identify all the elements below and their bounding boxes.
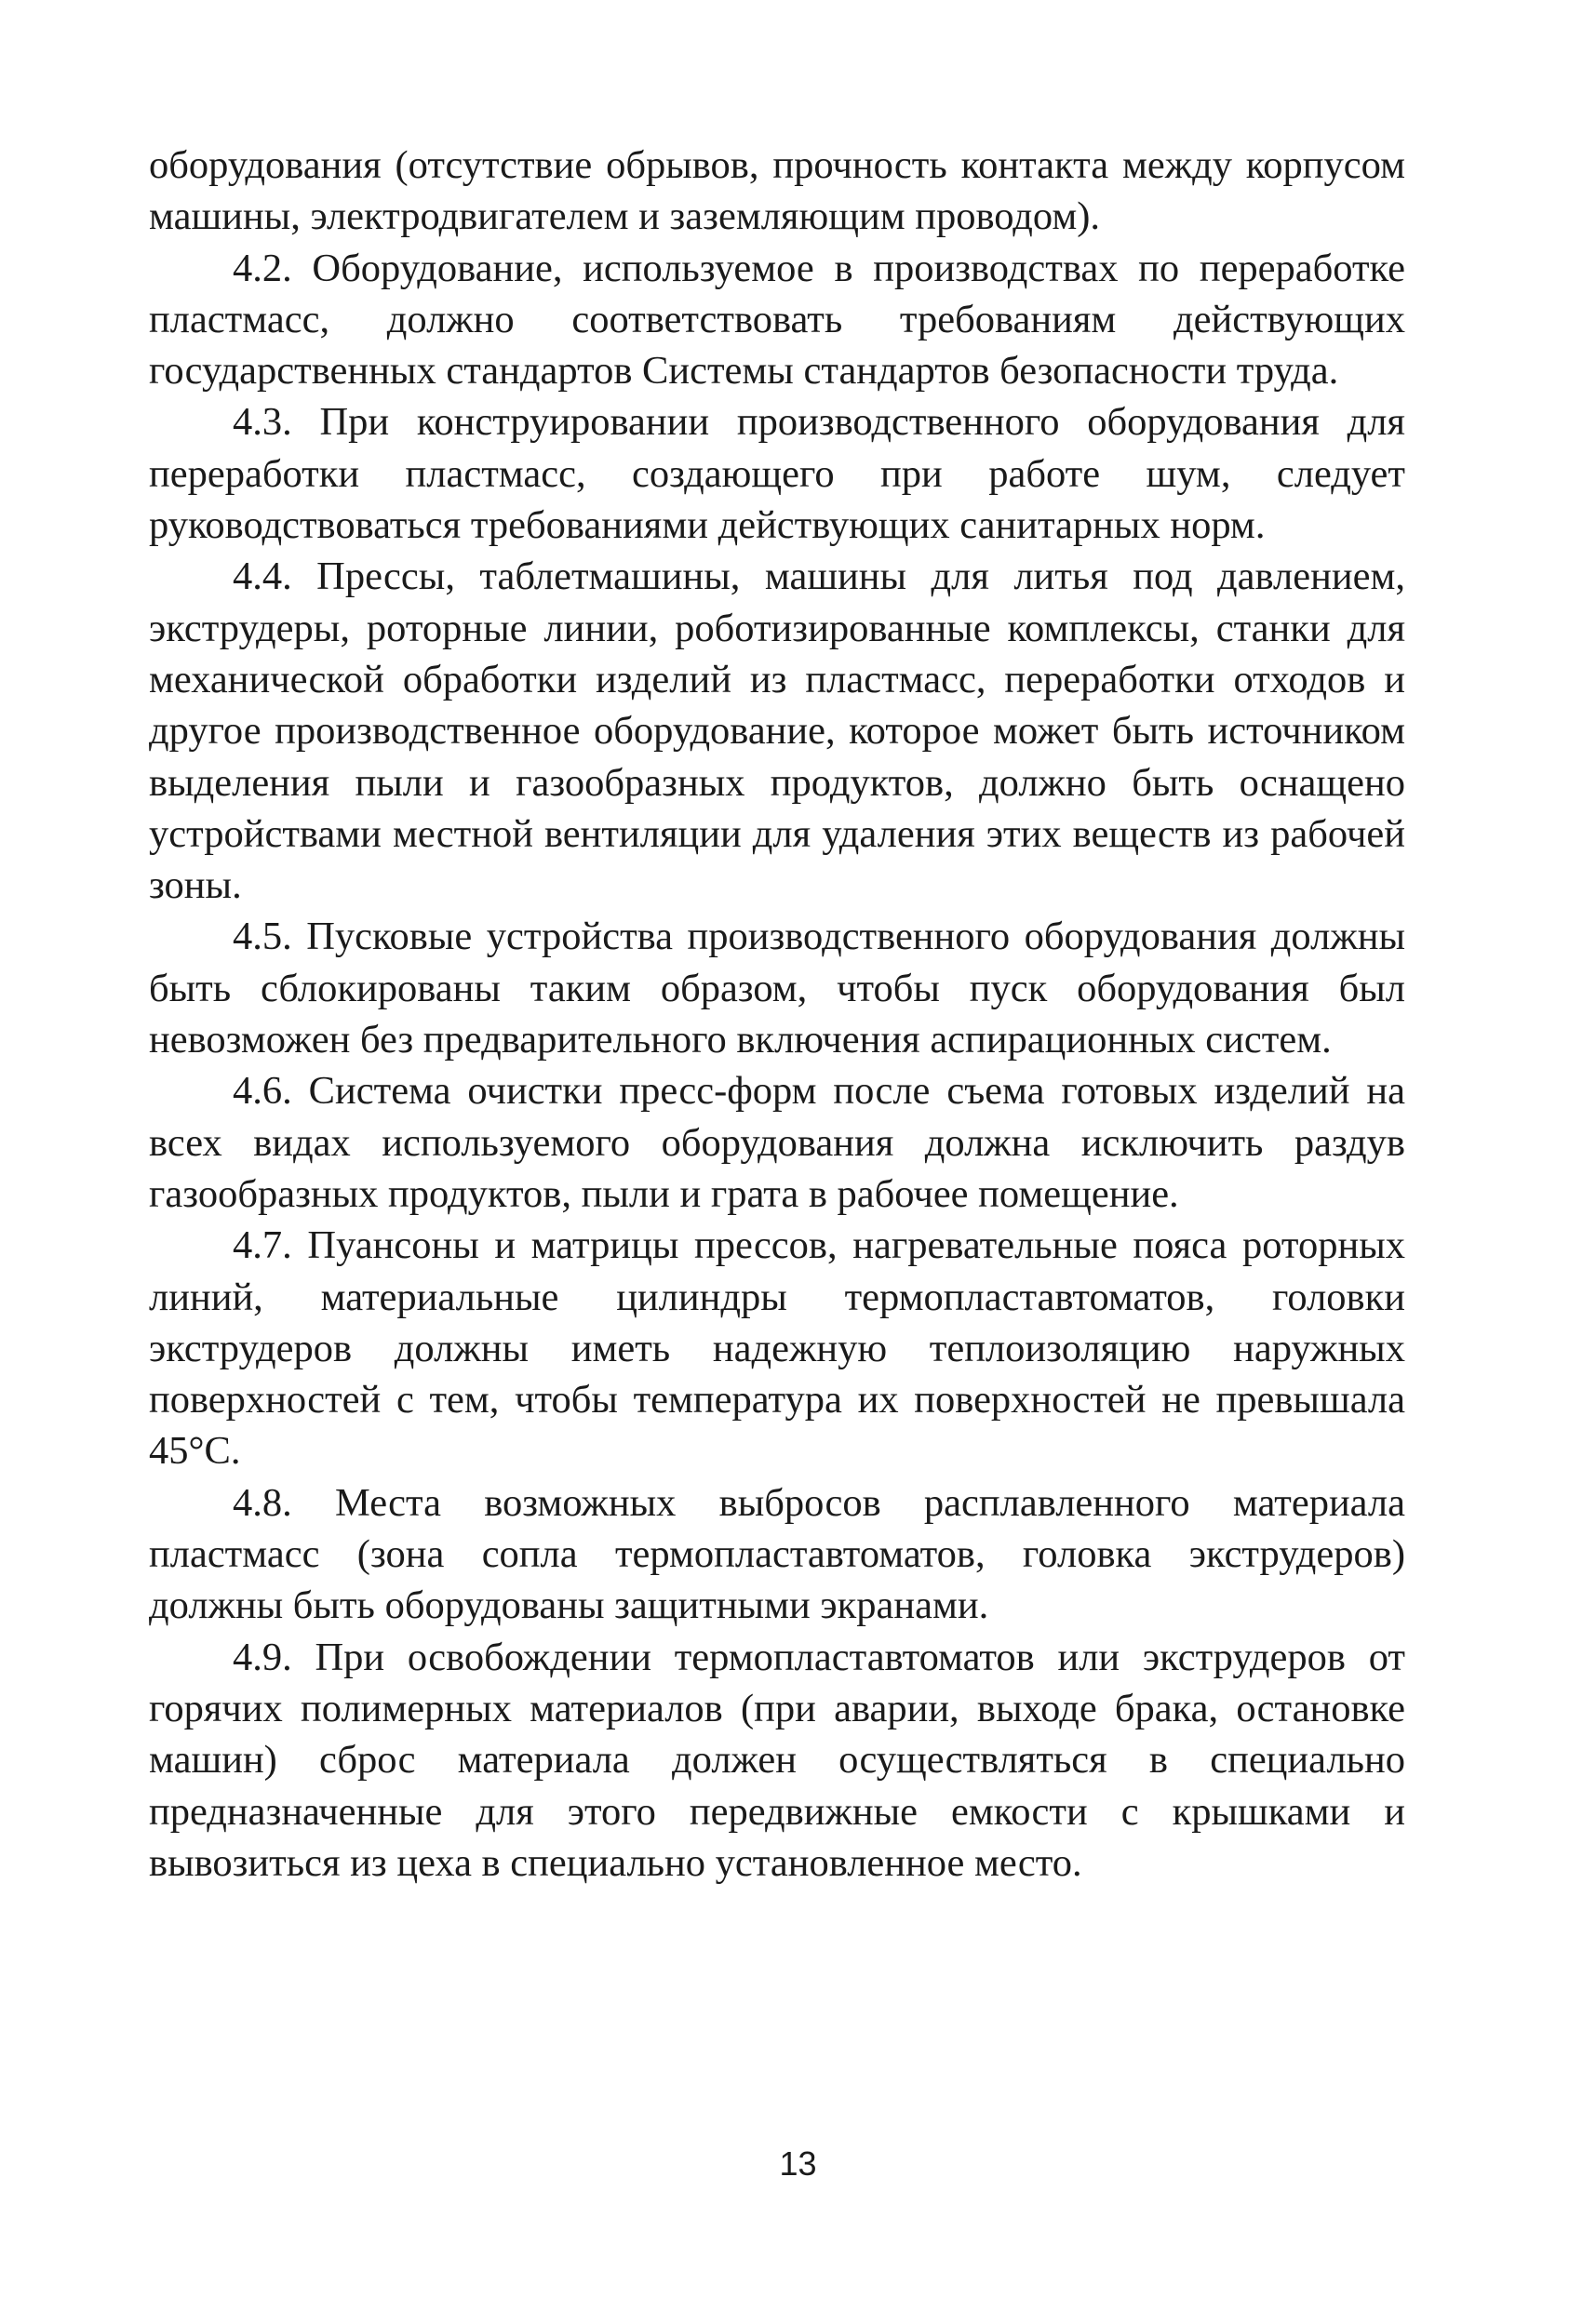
paragraph-4-2: 4.2. Оборудование, используемое в производствах по переработке пластмасс, должно соответствовать требованиям действующих государственных стандартов Системы стандартов безопасности труда. <box>149 246 1405 394</box>
paragraph-4-3: 4.3. При конструировании производственного оборудования для переработки пластмасс, создающего при работе шум, следует руководствоваться требованиями действующих санитарных норм. <box>149 400 1405 548</box>
paragraph-4-8: 4.8. Места возможных выбросов расплавленного материала пластмасс (зона сопла термопластавтоматов, головка экструдеров) должны быть оборудованы защитными экранами. <box>149 1480 1405 1628</box>
paragraph-4-6: 4.6. Система очистки пресс-форм после съема готовых изделий на всех видах используемого оборудования должна исключить раздув газообразных продуктов, пыли и грата в рабочее помещение. <box>149 1069 1405 1216</box>
paragraph-4-7: 4.7. Пуансоны и матрицы прессов, нагревательные пояса роторных линий, материальные цилиндры термопластавтоматов, головки экструдеров должны иметь надежную теплоизоляцию наружных поверхностей с тем, чтобы температура их поверхностей не превышала 45°С. <box>149 1223 1405 1474</box>
paragraph-4-5: 4.5. Пусковые устройства производственного оборудования должны быть сблокированы таким образом, чтобы пуск оборудования был невозможен без предварительного включения аспирационных систем. <box>149 915 1405 1062</box>
document-body <box>149 140 1405 1889</box>
paragraph-4-4: 4.4. Прессы, таблетмашины, машины для литья под давлением, экструдеры, роторные линии, роботизированные комплексы, станки для механической обработки изделий из пластмасс, переработки отходов и другое производственное оборудование, которое может быть источником выделения пыли и газообразных продуктов, должно быть оснащено устройствами местной вентиляции для удаления этих веществ из рабочей зоны. <box>149 554 1405 908</box>
page-number: 13 <box>779 2144 817 2183</box>
paragraph-4-9: 4.9. При освобождении термопластавтоматов или экструдеров от горячих полимерных материалов (при аварии, выходе брака, остановке машин) сброс материала должен осуществляться в специально предназначенные для этого передвижные емкости с крышками и вывозиться из цеха в специально установленное место. <box>149 1635 1405 1885</box>
paragraph-continuation: оборудования (отсутствие обрывов, прочность контакта между корпусом машины, электродвигателем и заземляющим проводом). <box>149 143 1405 239</box>
